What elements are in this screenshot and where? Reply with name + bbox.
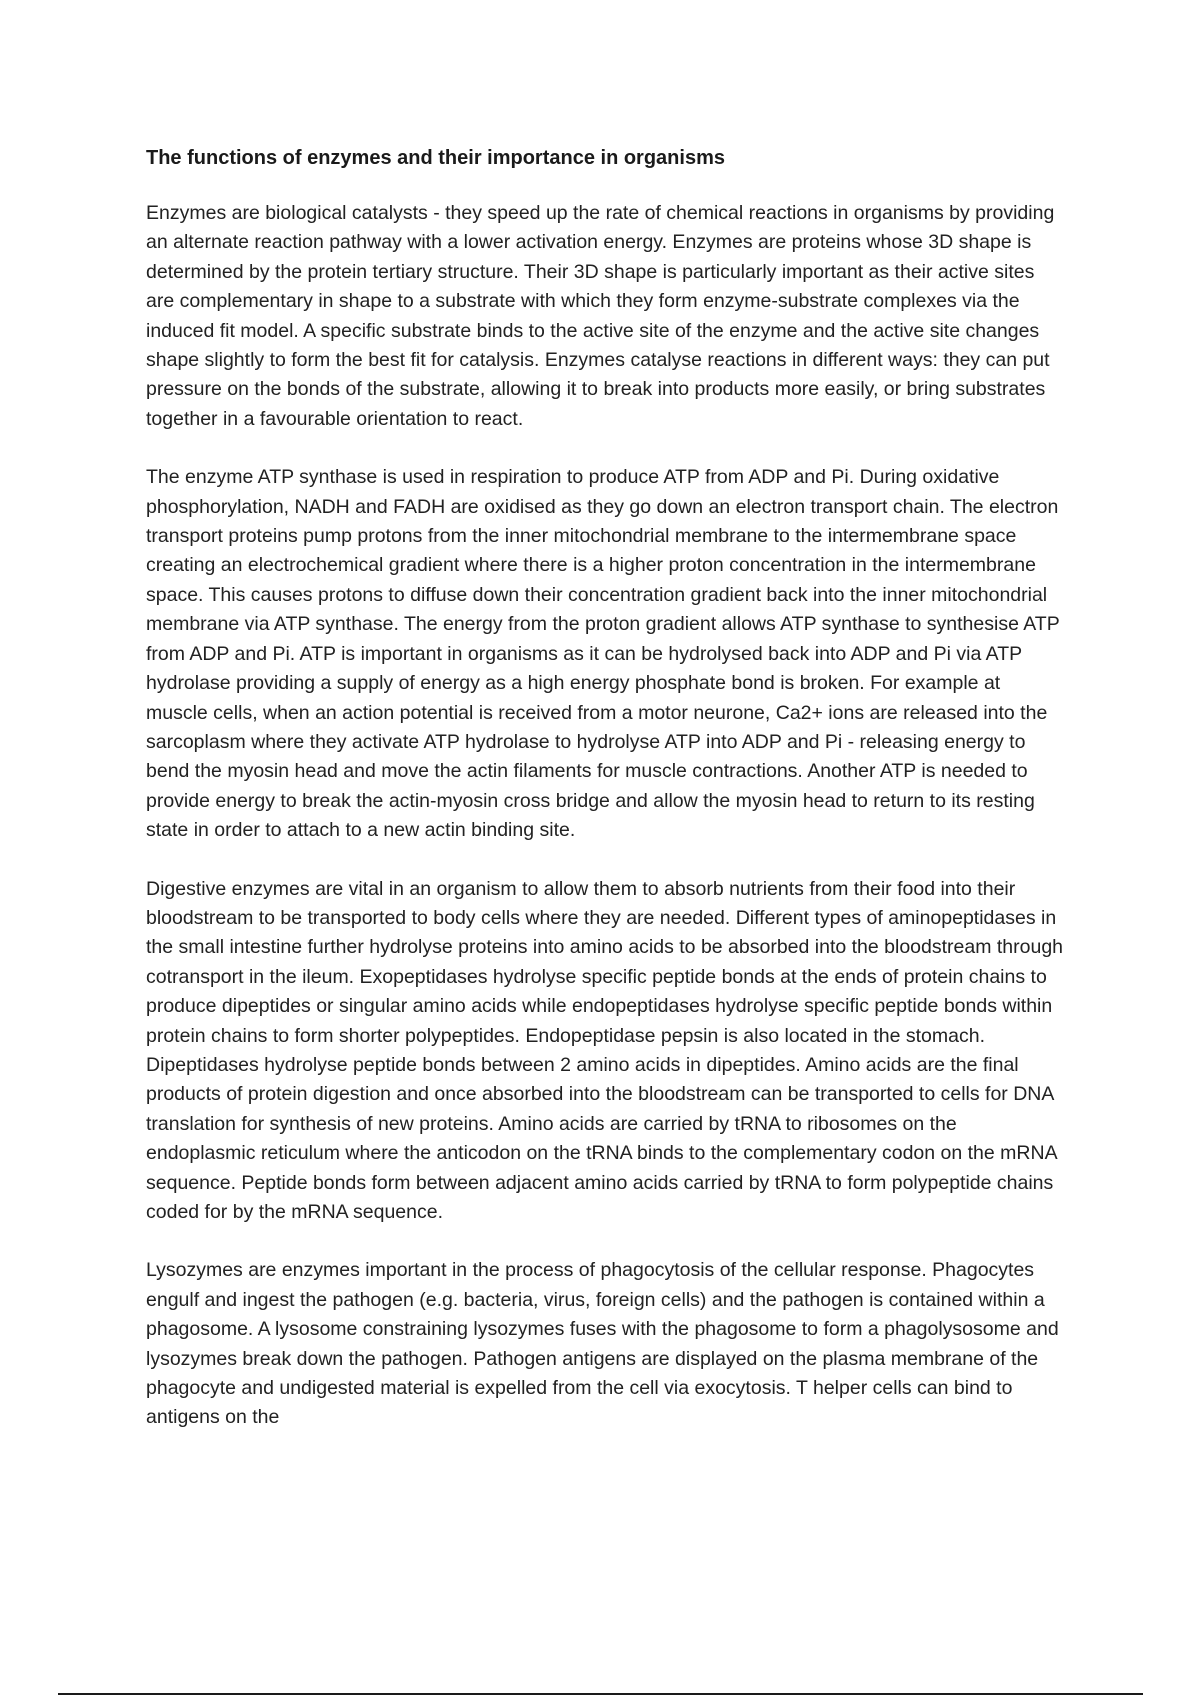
document-body xyxy=(146,143,1066,1462)
page-bottom-divider xyxy=(58,1693,1143,1695)
paragraph-atp-synthase: The enzyme ATP synthase is used in respiration to produce ATP from ADP and Pi. During oxidative phosphorylation, NADH and FADH are oxidised as they go down an electron transport chain. The electron transport proteins pump protons from the inner mitochondrial membrane to the intermembrane space creating an electrochemical gradient where there is a higher proton concentration in the intermembrane space. This causes protons to diffuse down their concentration gradient back into the inner mitochondrial membrane via ATP synthase. The energy from the proton gradient allows ATP synthase to synthesise ATP from ADP and Pi. ATP is important in organisms as it can be hydrolysed back into ADP and Pi via ATP hydrolase providing a supply of energy as a high energy phosphate bond is broken. For example at muscle cells, when an action potential is received from a motor neurone, Ca2+ ions are released into the sarcoplasm where they activate ATP hydrolase to hydrolyse ATP into ADP and Pi - releasing energy to bend the myosin head and move the actin filaments for muscle contractions. Another ATP is needed to provide energy to break the actin-myosin cross bridge and allow the myosin head to return to its resting state in order to attach to a new actin binding site. xyxy=(146,466,1060,842)
paragraph-enzymes-intro: Enzymes are biological catalysts - they speed up the rate of chemical reactions in organisms by providing an alternate reaction pathway with a lower activation energy. Enzymes are proteins whose 3D shape is determined by the protein tertiary structure. Their 3D shape is particularly important as their active sites are complementary in shape to a substrate with which they form enzyme-substrate complexes via the induced fit model. A specific substrate binds to the active site of the enzyme and the active site changes shape slightly to form the best fit for catalysis. Enzymes catalyse reactions in different ways: they can put pressure on the bonds of the substrate, allowing it to break into products more easily, or bring substrates together in a favourable orientation to react. xyxy=(146,202,1055,430)
paragraph-digestive-enzymes: Digestive enzymes are vital in an organism to allow them to absorb nutrients from their food into their bloodstream to be transported to body cells where they are needed. Different types of aminopeptidases in the small intestine further hydrolyse proteins into amino acids to be absorbed into the bloodstream through cotransport in the ileum. Exopeptidases hydrolyse specific peptide bonds at the ends of protein chains to produce dipeptides or singular amino acids while endopeptidases hydrolyse specific peptide bonds within protein chains to form shorter polypeptides. Endopeptidase pepsin is also located in the stomach. Dipeptidases hydrolyse peptide bonds between 2 amino acids in dipeptides. Amino acids are the final products of protein digestion and once absorbed into the bloodstream can be transported to cells for DNA translation for synthesis of new proteins. Amino acids are carried by tRNA to ribosomes on the endoplasmic reticulum where the anticodon on the tRNA binds to the complementary codon on the mRNA sequence. Peptide bonds form between adjacent amino acids carried by tRNA to form polypeptide chains coded for by the mRNA sequence. xyxy=(146,877,1064,1223)
document-title: The functions of enzymes and their importance in organisms xyxy=(146,147,725,169)
paragraph-lysozymes: Lysozymes are enzymes important in the process of phagocytosis of the cellular response. Phagocytes engulf and ingest the pathogen (e.g. bacteria, virus, foreign cells) and the pathogen is contained within a phagosome. A lysosome constraining lysozymes fuses with the phagosome to form a phagolysosome and lysozymes break down the pathogen. Pathogen antigens are displayed on the plasma membrane of the phagocyte and undigested material is expelled from the cell via exocytosis. T helper cells can bind to antigens on the xyxy=(146,1259,1059,1429)
